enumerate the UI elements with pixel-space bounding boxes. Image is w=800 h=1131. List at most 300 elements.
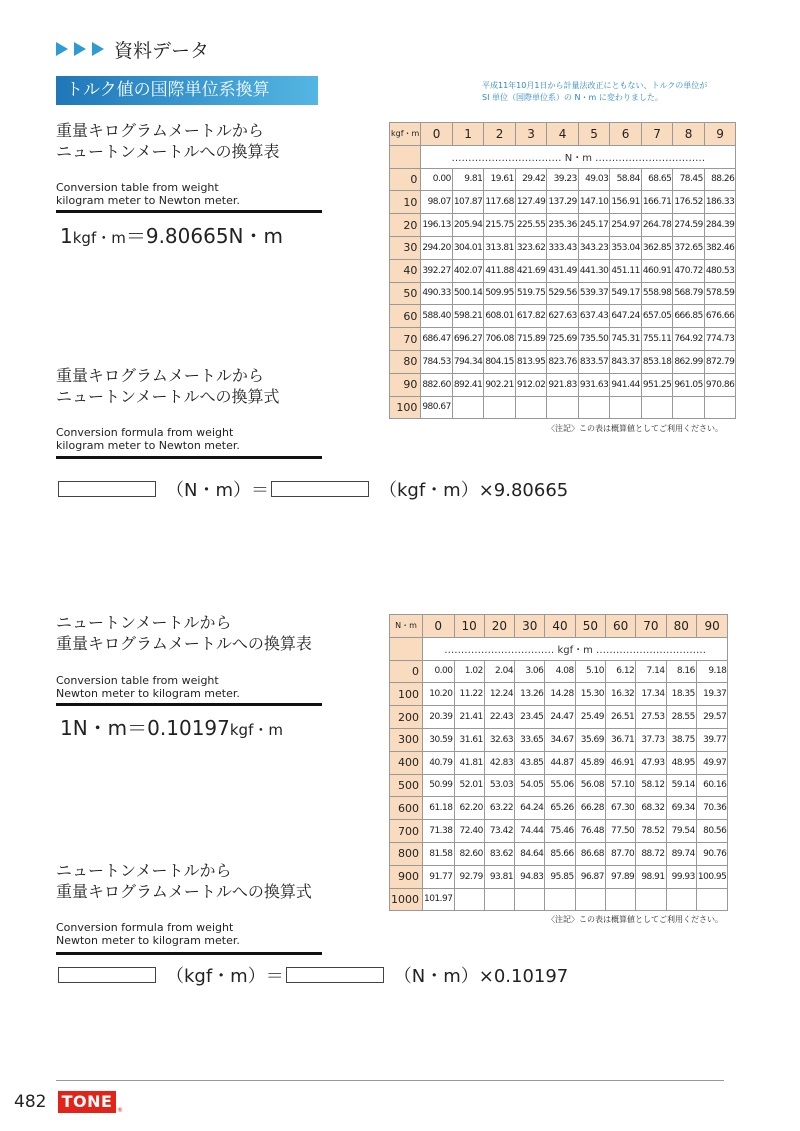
table-cell: 137.29 [547, 191, 579, 214]
table-row [390, 683, 728, 706]
table-row [390, 865, 728, 888]
conversion-table-nm-to-kgfm [389, 614, 728, 911]
row-header: 10 [390, 191, 421, 214]
table-cell: 52.01 [454, 774, 484, 797]
table-cell [673, 396, 705, 419]
table-row [390, 259, 736, 282]
table-cell: 392.27 [421, 259, 453, 282]
row-header: 70 [390, 328, 421, 351]
column-header: 7 [641, 123, 673, 146]
column-header: 5 [578, 123, 610, 146]
unit-row [390, 145, 736, 168]
column-header: 10 [454, 615, 484, 638]
table-cell: 77.50 [605, 820, 635, 843]
table-cell: 284.39 [704, 214, 736, 237]
table-cell: 882.60 [421, 373, 453, 396]
table-header-row [390, 615, 728, 638]
table-cell: 480.53 [704, 259, 736, 282]
table-row [390, 660, 728, 683]
table-cell: 0.00 [421, 168, 453, 191]
table-cell: 470.72 [673, 259, 705, 282]
table-cell: 117.68 [484, 191, 516, 214]
table-cell: 7.14 [636, 660, 666, 683]
table-cell: 686.47 [421, 328, 453, 351]
table-cell [515, 396, 547, 419]
table1-note: 〈注記〉この表は概算値としてご利用ください。 [547, 424, 723, 433]
table-cell [696, 888, 728, 911]
table-cell: 25.49 [575, 706, 605, 729]
table-cell: 28.55 [666, 706, 696, 729]
row-header: 100 [390, 396, 421, 419]
table-cell: 92.79 [454, 865, 484, 888]
table-cell [545, 888, 575, 911]
table-cell: 31.61 [454, 728, 484, 751]
table-cell: 74.44 [515, 820, 545, 843]
table-cell: 22.43 [484, 706, 514, 729]
table-cell: 215.75 [484, 214, 516, 237]
table-cell: 941.44 [610, 373, 642, 396]
table-cell: 382.46 [704, 236, 736, 259]
table-cell: 353.04 [610, 236, 642, 259]
table-cell: 78.52 [636, 820, 666, 843]
table-cell: 32.63 [484, 728, 514, 751]
row-header: 30 [390, 236, 421, 259]
table-row [390, 797, 728, 820]
table-cell: 73.42 [484, 820, 514, 843]
table-cell: 264.78 [641, 214, 673, 237]
row-header: 700 [390, 820, 423, 843]
table-cell: 79.54 [666, 820, 696, 843]
table-cell: 196.13 [421, 214, 453, 237]
table-cell: 61.18 [423, 797, 455, 820]
table-cell: 47.93 [636, 751, 666, 774]
table-cell [452, 396, 484, 419]
table-cell: 80.56 [696, 820, 728, 843]
table-row [390, 751, 728, 774]
table-cell: 784.53 [421, 350, 453, 373]
table-cell: 14.28 [545, 683, 575, 706]
table-cell: 62.20 [454, 797, 484, 820]
table-cell: 245.17 [578, 214, 610, 237]
table-cell: 101.97 [423, 888, 455, 911]
table-cell: 84.64 [515, 842, 545, 865]
arrow-icon [92, 42, 104, 56]
table-cell: 176.52 [673, 191, 705, 214]
table-cell: 59.14 [666, 774, 696, 797]
row-header: 400 [390, 751, 423, 774]
table-cell: 706.08 [484, 328, 516, 351]
divider [56, 703, 322, 706]
section-header [56, 36, 209, 62]
table-cell [666, 888, 696, 911]
table-cell: 68.32 [636, 797, 666, 820]
page-banner: トルク値の国際単位系換算 [56, 76, 318, 105]
table-cell: 343.23 [578, 236, 610, 259]
table-cell: 89.74 [666, 842, 696, 865]
table-cell: 823.76 [547, 350, 579, 373]
table-cell [547, 396, 579, 419]
table-cell: 15.30 [575, 683, 605, 706]
row-header: 300 [390, 728, 423, 751]
table-row [390, 214, 736, 237]
table-cell: 24.47 [545, 706, 575, 729]
table-cell: 93.81 [484, 865, 514, 888]
formula2-heading: ニュートンメートルから 重量キログラムメートルへの換算式 [56, 861, 312, 901]
table-cell: 617.82 [515, 305, 547, 328]
table-cell: 39.23 [547, 168, 579, 191]
table-cell: 225.55 [515, 214, 547, 237]
table-cell: 254.97 [610, 214, 642, 237]
table-row [390, 328, 736, 351]
table-cell: 804.15 [484, 350, 516, 373]
table-cell: 5.10 [575, 660, 605, 683]
factor-formula-1: 1kgf・m＝9.80665N・m [60, 224, 283, 248]
table-cell: 57.10 [605, 774, 635, 797]
table-cell [575, 888, 605, 911]
table-cell: 608.01 [484, 305, 516, 328]
table-cell: 90.76 [696, 842, 728, 865]
table-cell: 34.67 [545, 728, 575, 751]
table-row [390, 191, 736, 214]
column-header: 80 [666, 615, 696, 638]
table-cell: 50.99 [423, 774, 455, 797]
table-cell: 60.16 [696, 774, 728, 797]
table-cell: 411.88 [484, 259, 516, 282]
table-cell: 16.32 [605, 683, 635, 706]
column-header: 3 [515, 123, 547, 146]
table-cell: 42.83 [484, 751, 514, 774]
table-cell: 69.34 [666, 797, 696, 820]
section-title: 資料データ [114, 39, 210, 62]
table-cell: 44.87 [545, 751, 575, 774]
table-cell: 441.30 [578, 259, 610, 282]
table-cell: 83.62 [484, 842, 514, 865]
factor-formula-2: 1N・m＝0.10197kgf・m [60, 716, 283, 740]
table-cell: 27.53 [636, 706, 666, 729]
row-header: 800 [390, 842, 423, 865]
column-header: 8 [673, 123, 705, 146]
table-row [390, 396, 736, 419]
table-cell: 931.63 [578, 373, 610, 396]
table-cell: 107.87 [452, 191, 484, 214]
arrow-icon [56, 42, 68, 56]
row-header: 50 [390, 282, 421, 305]
table-cell: 9.18 [696, 660, 728, 683]
table2-heading: ニュートンメートルから 重量キログラムメートルへの換算表 [56, 613, 312, 653]
table-cell: 53.03 [484, 774, 514, 797]
kgfm-value-box[interactable] [58, 967, 156, 983]
table-cell: 519.75 [515, 282, 547, 305]
table-cell: 71.38 [423, 820, 455, 843]
table-row [390, 888, 728, 911]
column-header: 0 [423, 615, 455, 638]
kgfm-value-box[interactable] [271, 481, 369, 497]
divider [56, 952, 322, 955]
column-header: 50 [575, 615, 605, 638]
column-header: 9 [704, 123, 736, 146]
table-cell: 558.98 [641, 282, 673, 305]
table-row [390, 168, 736, 191]
row-header: 900 [390, 865, 423, 888]
table-cell: 764.92 [673, 328, 705, 351]
formula1-heading-en: Conversion formula from weight kilogram meter to Newton meter. [56, 426, 240, 452]
table-cell: 40.79 [423, 751, 455, 774]
table-cell: 509.95 [484, 282, 516, 305]
table-cell: 725.69 [547, 328, 579, 351]
table1-heading: 重量キログラムメートルから ニュートンメートルへの換算表 [56, 121, 280, 161]
table-cell: 657.05 [641, 305, 673, 328]
table-cell: 274.59 [673, 214, 705, 237]
table-cell: 715.89 [515, 328, 547, 351]
formula2-heading-en: Conversion formula from weight Newton meter to kilogram meter. [56, 921, 240, 947]
table-cell: 19.61 [484, 168, 516, 191]
table-cell: 85.66 [545, 842, 575, 865]
table-cell: 313.81 [484, 236, 516, 259]
table-cell: 598.21 [452, 305, 484, 328]
registered-mark: ® [117, 1107, 123, 1114]
table-cell: 26.51 [605, 706, 635, 729]
table-row [390, 350, 736, 373]
table-cell: 745.31 [610, 328, 642, 351]
table-cell: 23.45 [515, 706, 545, 729]
table-cell: 66.28 [575, 797, 605, 820]
table-cell: 529.56 [547, 282, 579, 305]
row-header: 0 [390, 168, 421, 191]
table-cell: 82.60 [454, 842, 484, 865]
row-header: 0 [390, 660, 423, 683]
table-cell: 67.30 [605, 797, 635, 820]
table-cell: 3.06 [515, 660, 545, 683]
row-header: 1000 [390, 888, 423, 911]
table-cell: 568.79 [673, 282, 705, 305]
table-cell [641, 396, 673, 419]
table-cell [605, 888, 635, 911]
table-cell: 421.69 [515, 259, 547, 282]
row-header: 100 [390, 683, 423, 706]
column-header: 6 [610, 123, 642, 146]
table-cell: 774.73 [704, 328, 736, 351]
table-cell: 961.05 [673, 373, 705, 396]
unit-row [390, 637, 728, 660]
table-cell: 29.57 [696, 706, 728, 729]
table-row [390, 728, 728, 751]
table-cell: 902.21 [484, 373, 516, 396]
table-cell: 323.62 [515, 236, 547, 259]
table-cell: 99.93 [666, 865, 696, 888]
table-cell: 156.91 [610, 191, 642, 214]
table-cell: 951.25 [641, 373, 673, 396]
table-cell: 549.17 [610, 282, 642, 305]
conversion-formula-1: （N・m）＝ （kgf・m）×9.80665 [58, 476, 568, 502]
table-cell: 48.95 [666, 751, 696, 774]
table-cell: 862.99 [673, 350, 705, 373]
table-cell: 41.81 [454, 751, 484, 774]
table-cell: 843.37 [610, 350, 642, 373]
table-cell: 65.26 [545, 797, 575, 820]
divider [56, 456, 322, 459]
table-cell: 970.86 [704, 373, 736, 396]
divider [56, 210, 322, 213]
top-note: 平成11年10月1日から計量法改正にともない、トルクの単位が SI 単位（国際単位系）の N・m に変わりました。 [482, 81, 708, 102]
table-cell: 29.42 [515, 168, 547, 191]
table-cell: 588.40 [421, 305, 453, 328]
nm-value-box[interactable] [286, 967, 384, 983]
table-row [390, 842, 728, 865]
table-cell: 33.65 [515, 728, 545, 751]
row-header: 20 [390, 214, 421, 237]
unit-row-spacer [390, 637, 423, 660]
table-cell: 912.02 [515, 373, 547, 396]
table-cell: 666.85 [673, 305, 705, 328]
column-header: 4 [547, 123, 579, 146]
table-cell: 921.83 [547, 373, 579, 396]
table-cell: 72.40 [454, 820, 484, 843]
table-cell: 853.18 [641, 350, 673, 373]
table-cell: 166.71 [641, 191, 673, 214]
table-cell [610, 396, 642, 419]
table-cell: 17.34 [636, 683, 666, 706]
table-cell: 402.07 [452, 259, 484, 282]
table-cell [484, 888, 514, 911]
table-cell: 13.26 [515, 683, 545, 706]
table-cell: 6.12 [605, 660, 635, 683]
table-cell: 91.77 [423, 865, 455, 888]
table-row [390, 305, 736, 328]
table-cell: 20.39 [423, 706, 455, 729]
table-cell: 64.24 [515, 797, 545, 820]
table-cell: 676.66 [704, 305, 736, 328]
table-cell: 95.85 [545, 865, 575, 888]
table-cell: 18.35 [666, 683, 696, 706]
table-cell: 451.11 [610, 259, 642, 282]
row-header: 500 [390, 774, 423, 797]
table-cell: 500.14 [452, 282, 484, 305]
table-cell: 627.63 [547, 305, 579, 328]
table-cell: 696.27 [452, 328, 484, 351]
table-cell: 87.70 [605, 842, 635, 865]
unit-label: …………………………… N・m …………………………… [421, 145, 736, 168]
table-corner-label: kgf・m [390, 123, 421, 146]
table-cell: 88.72 [636, 842, 666, 865]
table-cell: 45.89 [575, 751, 605, 774]
table-row [390, 820, 728, 843]
table-cell [704, 396, 736, 419]
conversion-table-kgfm-to-nm [389, 122, 736, 419]
table-row [390, 282, 736, 305]
table-cell: 186.33 [704, 191, 736, 214]
column-header: 40 [545, 615, 575, 638]
table-cell: 12.24 [484, 683, 514, 706]
table-cell: 76.48 [575, 820, 605, 843]
table-cell: 539.37 [578, 282, 610, 305]
table-cell: 78.45 [673, 168, 705, 191]
table-cell: 49.03 [578, 168, 610, 191]
formula1-heading: 重量キログラムメートルから ニュートンメートルへの換算式 [56, 366, 280, 406]
row-header: 90 [390, 373, 421, 396]
table-cell: 100.95 [696, 865, 728, 888]
table-cell [454, 888, 484, 911]
table-cell: 0.00 [423, 660, 455, 683]
table-cell: 431.49 [547, 259, 579, 282]
unit-label: …………………………… kgf・m …………………………… [423, 637, 728, 660]
table-cell: 97.89 [605, 865, 635, 888]
table-cell: 70.36 [696, 797, 728, 820]
row-header: 600 [390, 797, 423, 820]
table-cell: 49.97 [696, 751, 728, 774]
table-cell: 36.71 [605, 728, 635, 751]
table-cell: 54.05 [515, 774, 545, 797]
column-header: 0 [421, 123, 453, 146]
table-cell: 813.95 [515, 350, 547, 373]
table-cell: 1.02 [454, 660, 484, 683]
table-cell: 4.08 [545, 660, 575, 683]
table-cell [484, 396, 516, 419]
table-cell: 58.84 [610, 168, 642, 191]
table-cell: 58.12 [636, 774, 666, 797]
brand-logo: TONE [58, 1091, 116, 1113]
table-cell: 647.24 [610, 305, 642, 328]
table-cell: 37.73 [636, 728, 666, 751]
table-cell: 81.58 [423, 842, 455, 865]
table-cell: 75.46 [545, 820, 575, 843]
table-cell: 56.08 [575, 774, 605, 797]
table-cell: 735.50 [578, 328, 610, 351]
table-cell: 147.10 [578, 191, 610, 214]
table-cell: 94.83 [515, 865, 545, 888]
column-header: 70 [636, 615, 666, 638]
table-cell: 46.91 [605, 751, 635, 774]
table-corner-label: N・m [390, 615, 423, 638]
table-cell: 98.07 [421, 191, 453, 214]
table-cell: 96.87 [575, 865, 605, 888]
table-cell: 833.57 [578, 350, 610, 373]
table-cell: 10.20 [423, 683, 455, 706]
table-row [390, 706, 728, 729]
table-cell: 490.33 [421, 282, 453, 305]
table-cell [515, 888, 545, 911]
row-header: 40 [390, 259, 421, 282]
table-cell: 980.67 [421, 396, 453, 419]
table-cell: 55.06 [545, 774, 575, 797]
table-header-row [390, 123, 736, 146]
table-cell: 38.75 [666, 728, 696, 751]
table-cell [636, 888, 666, 911]
table-cell: 127.49 [515, 191, 547, 214]
arrow-icon [74, 42, 86, 56]
table-cell: 205.94 [452, 214, 484, 237]
page-number: 482 [14, 1092, 47, 1112]
table-cell: 460.91 [641, 259, 673, 282]
table-cell: 43.85 [515, 751, 545, 774]
table1-heading-en: Conversion table from weight kilogram meter to Newton meter. [56, 181, 240, 207]
row-header: 80 [390, 350, 421, 373]
table-cell: 8.16 [666, 660, 696, 683]
table-cell: 294.20 [421, 236, 453, 259]
table-cell: 362.85 [641, 236, 673, 259]
column-header: 20 [484, 615, 514, 638]
table-cell: 19.37 [696, 683, 728, 706]
table2-heading-en: Conversion table from weight Newton meter to kilogram meter. [56, 674, 240, 700]
row-header: 200 [390, 706, 423, 729]
table-cell: 98.91 [636, 865, 666, 888]
table-cell: 637.43 [578, 305, 610, 328]
table-cell: 9.81 [452, 168, 484, 191]
footer-divider [56, 1080, 724, 1081]
nm-value-box[interactable] [58, 481, 156, 497]
table-row [390, 373, 736, 396]
table-cell: 63.22 [484, 797, 514, 820]
table-cell: 21.41 [454, 706, 484, 729]
